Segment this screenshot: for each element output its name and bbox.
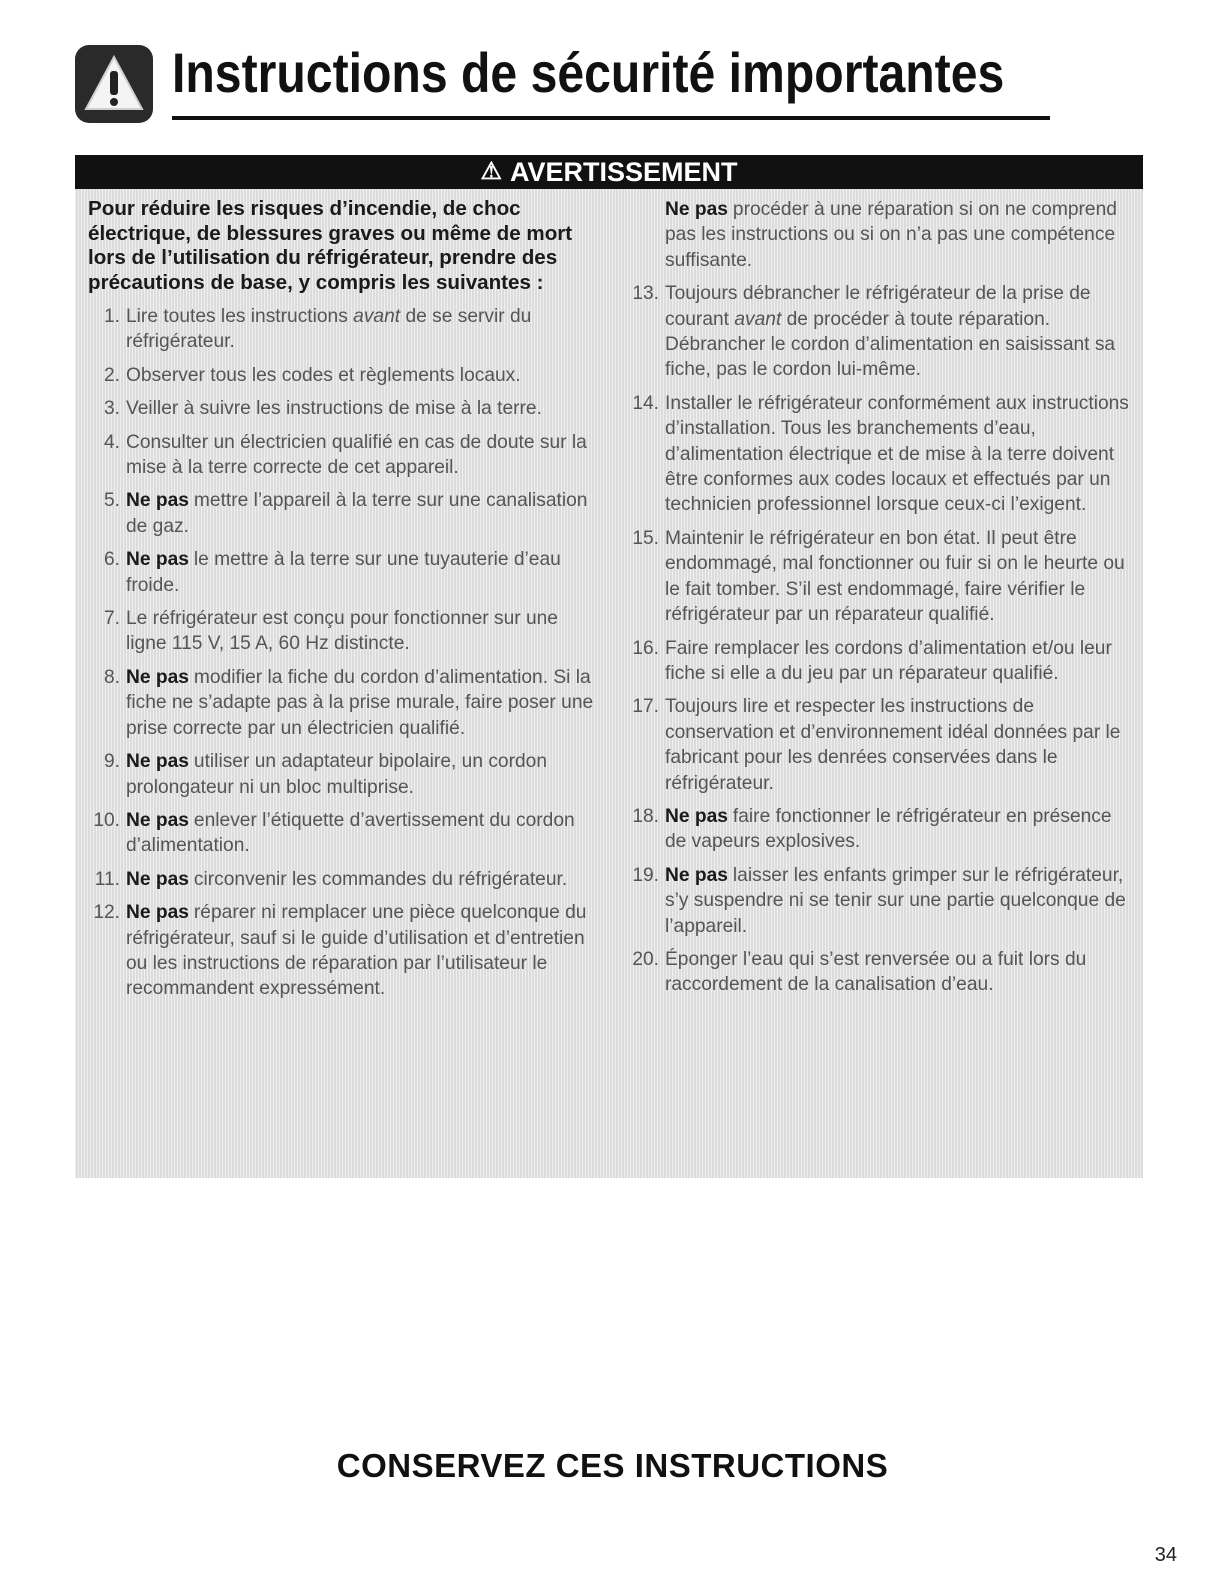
item-text-part: enlever l’étiquette d’avertissement du cordon d’alimentation.	[126, 809, 575, 857]
item-12-continuation	[627, 197, 1132, 273]
list-item	[88, 867, 596, 892]
item-text-part: modifier la fiche du cordon d’alimentation. Si la fiche ne s’adapte pas à la prise murale, faire poser une prise correcte par un électricien qualifié.	[126, 666, 594, 739]
right-column	[627, 197, 1132, 1006]
warning-symbol-icon: ⚠	[480, 158, 502, 185]
list-item	[627, 526, 1132, 628]
title-underline	[172, 116, 1050, 120]
list-item	[627, 391, 1132, 518]
item-text: Le réfrigérateur est conçu pour fonctionner sur une ligne 115 V, 15 A, 60 Hz distincte.	[126, 608, 558, 655]
item-text	[126, 304, 596, 355]
item-text: Consulter un électricien qualifié en cas de doute sur la mise à la terre correcte de cet appareil.	[126, 431, 587, 479]
item-text	[126, 867, 596, 892]
item-text	[126, 749, 596, 800]
item-text: Toujours lire et respecter les instructions de conservation et d’environnement idéal données par le fabricant pour les denrées conservées dans le réfrigérateur.	[665, 696, 1121, 794]
list-item	[88, 430, 596, 481]
item-text	[665, 863, 1132, 939]
list-item	[88, 606, 596, 657]
list-item	[627, 281, 1132, 383]
item-text-part: de se servir du réfrigérateur.	[126, 306, 532, 353]
warning-triangle-icon	[75, 45, 153, 123]
item-number: 3.	[103, 398, 120, 420]
ne-pas-label: Ne pas	[126, 666, 189, 688]
ne-pas-label: Ne pas	[665, 864, 728, 886]
item-text: Éponger l’eau qui s’est renversée ou a fuit lors du raccordement de la canalisation d’eau.	[665, 948, 1087, 996]
item-text-part: Lire toutes les instructions	[126, 306, 354, 327]
item-text-part: de procéder à toute réparation. Débrancher le cordon d’alimentation en saisissant sa fiche, pas le cordon lui-même.	[665, 308, 1116, 381]
list-item	[88, 749, 596, 800]
list-item	[88, 665, 596, 741]
item-number: 14.	[632, 392, 659, 414]
item-number: 7.	[103, 608, 120, 630]
list-item	[627, 804, 1132, 855]
item-text-part: mettre l’appareil à la terre sur une canalisation de gaz.	[126, 490, 588, 537]
item-number: 4.	[103, 431, 120, 453]
ne-pas-label: Ne pas	[665, 805, 728, 827]
item-text	[126, 808, 596, 859]
warning-panel	[75, 155, 1143, 1178]
item-number: 12.	[93, 902, 120, 924]
ne-pas-label: Ne pas	[126, 549, 189, 571]
warning-banner	[75, 155, 1143, 189]
list-item	[88, 363, 596, 388]
page-title: Instructions de sécurité importantes	[172, 41, 1005, 104]
item-number: 19.	[632, 864, 659, 886]
item-emphasis: avant	[734, 308, 782, 330]
item-number: 11.	[94, 868, 120, 890]
item-text: Installer le réfrigérateur conformément aux instructions d’installation. Tous les branchements d’eau, d’alimentation électrique et de mise à la terre doivent être conformes aux codes locaux et effectués par un technicien professionnel lorsque ceux-ci l’exigent.	[665, 392, 1129, 516]
item-text	[665, 804, 1132, 855]
item-number: 17.	[632, 696, 659, 718]
ne-pas-label: Ne pas	[126, 490, 189, 512]
item-text-part: Toujours débrancher le réfrigérateur de la prise de courant	[665, 283, 1091, 330]
item-text	[665, 281, 1132, 383]
item-text: Observer tous les codes et règlements locaux.	[126, 364, 521, 386]
item-text	[126, 547, 596, 598]
item-text-part: utiliser un adaptateur bipolaire, un cordon prolongateur ni un bloc multiprise.	[126, 751, 547, 798]
item-number: 13.	[632, 283, 659, 305]
list-item	[88, 900, 596, 1002]
item-number: 6.	[103, 549, 120, 571]
ne-pas-label: Ne pas	[126, 868, 189, 890]
item-number: 15.	[632, 527, 659, 549]
item-number: 9.	[103, 751, 120, 773]
ne-pas-label: Ne pas	[665, 199, 728, 220]
item-text-part: circonvenir les commandes du réfrigérateur.	[193, 868, 568, 890]
item-number: 20.	[632, 948, 659, 970]
item-emphasis: avant	[353, 306, 401, 327]
item-text-part: réparer ni remplacer une pièce quelconque du réfrigérateur, sauf si le guide d’utilisation et d’entretien ou les instructions de réparation par l’utilisateur le recommandent expressément.	[126, 902, 587, 1000]
item-text-part: procéder à une réparation si on ne comprend pas les instructions ou si on n’a pas une compétence suffisante.	[665, 199, 1117, 271]
item-text-part: le mettre à la terre sur une tuyauterie d’eau froide.	[126, 549, 561, 596]
list-item	[88, 396, 596, 421]
item-text	[126, 665, 596, 741]
save-instructions-heading: CONSERVEZ CES INSTRUCTIONS	[336, 1447, 889, 1484]
item-text-part: faire fonctionner le réfrigérateur en présence de vapeurs explosives.	[665, 805, 1112, 853]
item-number: 16.	[632, 637, 659, 659]
item-text: Veiller à suivre les instructions de mise à la terre.	[126, 398, 542, 420]
page-header	[75, 40, 1005, 130]
item-text: Maintenir le réfrigérateur en bon état. Il peut être endommagé, mal fonctionner ou fuir si on le heurte ou le fait tomber. S’il est endommagé, faire vérifier le réfrigérateur par un réparateur qualifié.	[665, 527, 1125, 626]
list-item	[88, 547, 596, 598]
intro-text: Pour réduire les risques d’incendie, de choc électrique, de blessures graves ou même de mort lors de l’utilisation du réfrigérateur, prendre des précautions de base, y compris les suivantes :	[88, 197, 573, 294]
warning-banner-label: AVERTISSEMENT	[509, 157, 738, 187]
list-item	[627, 694, 1132, 796]
item-number: 1.	[103, 306, 120, 327]
list-item	[88, 808, 596, 859]
item-text-part: laisser les enfants grimper sur le réfrigérateur, s’y suspendre ni se tenir sur une partie quelconque de l’appareil.	[665, 864, 1126, 937]
list-item	[88, 304, 596, 355]
left-column	[88, 197, 596, 1010]
item-text: Faire remplacer les cordons d’alimentation et/ou leur fiche si elle a du jeu par un réparateur qualifié.	[665, 637, 1112, 684]
ne-pas-label: Ne pas	[126, 902, 189, 924]
item-number: 10.	[93, 809, 120, 831]
ne-pas-label: Ne pas	[126, 751, 189, 773]
page-number: 34	[1154, 1544, 1177, 1566]
item-number: 2.	[103, 364, 120, 386]
item-number: 8.	[103, 666, 120, 688]
item-text	[126, 488, 596, 539]
list-item	[627, 947, 1132, 998]
ne-pas-label: Ne pas	[126, 809, 189, 831]
list-item	[627, 863, 1132, 939]
list-item	[88, 488, 596, 539]
item-number: 18.	[632, 805, 659, 827]
item-text	[126, 900, 596, 1002]
list-item	[627, 636, 1132, 687]
item-number: 5.	[103, 490, 120, 512]
